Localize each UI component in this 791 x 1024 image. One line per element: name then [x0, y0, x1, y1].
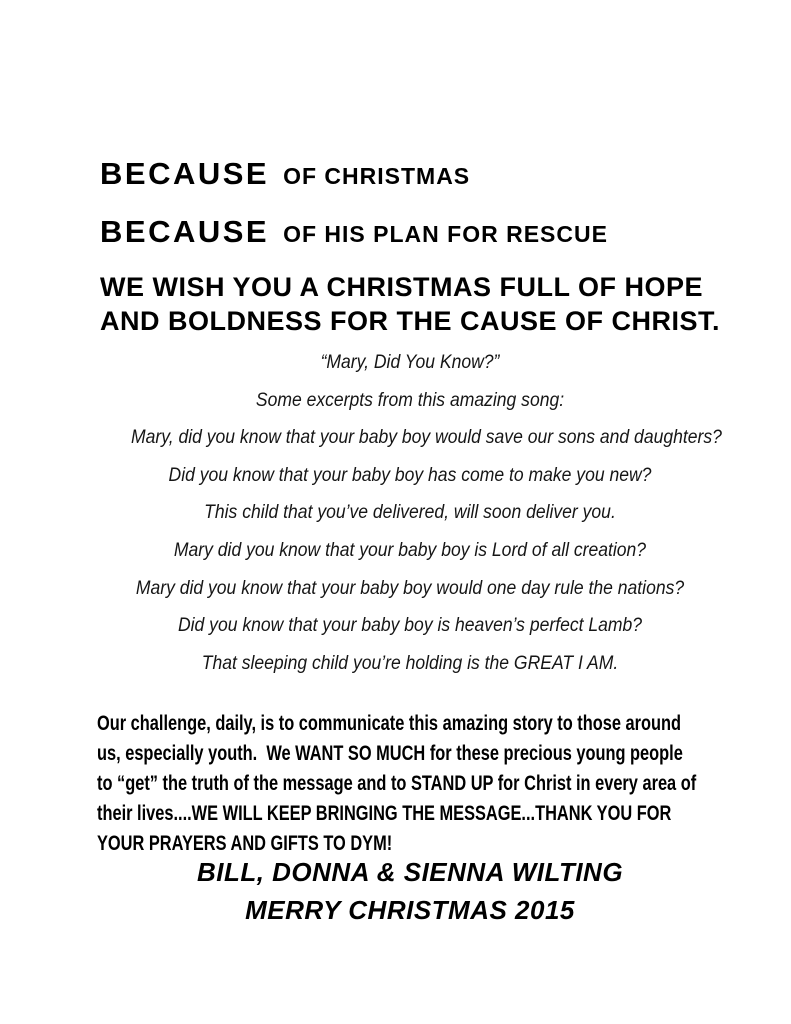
heading-emphasis: BECAUSE [100, 214, 270, 249]
song-line: Did you know that your baby boy is heaven’s perfect Lamb? [177, 614, 643, 637]
song-line: That sleeping child you’re holding is the GREAT I AM. [201, 651, 619, 674]
signature-greeting: MERRY CHRISTMAS 2015 [245, 895, 575, 925]
song-line: This child that you’ve delivered, will soon deliver you. [204, 501, 616, 524]
song-line: Mary, did you know that your baby boy would save our sons and daughters? [131, 426, 722, 449]
heading-wish [100, 270, 720, 338]
song-line: Mary did you know that your baby boy is Lord of all creation? [173, 538, 647, 561]
closing-line: their lives....WE WILL KEEP BRINGING THE MESSAGE...THANK YOU FOR [97, 802, 672, 825]
heading-wish-line-1: WE WISH YOU A CHRISTMAS FULL OF HOPE [100, 272, 704, 302]
signature-names: BILL, DONNA & SIENNA WILTING [196, 857, 624, 887]
song-intro: Some excerpts from this amazing song: [255, 388, 565, 411]
closing-line: to “get” the truth of the message and to STAND UP for Christ in every area of [97, 772, 697, 795]
song-excerpts-section [100, 344, 720, 682]
song-title: “Mary, Did You Know?” [320, 351, 500, 373]
closing-line: YOUR PRAYERS AND GIFTS TO DYM! [97, 832, 393, 855]
closing-line: us, especially youth. We WANT SO MUCH for these precious young people [97, 742, 683, 765]
heading-emphasis: BECAUSE [100, 156, 270, 191]
song-line: Mary did you know that your baby boy would one day rule the nations? [135, 576, 685, 599]
heading-because-of-christmas [100, 158, 470, 189]
signature-section [100, 853, 720, 929]
heading-wish-line-2: AND BOLDNESS FOR THE CAUSE OF CHRIST. [100, 306, 721, 336]
song-line: Did you know that your baby boy has come to make you new? [168, 463, 652, 486]
closing-line: Our challenge, daily, is to communicate this amazing story to those around [97, 712, 682, 735]
closing-paragraph [97, 709, 791, 859]
heading-because-of-his-plan [100, 216, 608, 247]
heading-rest: OF HIS PLAN FOR RESCUE [283, 221, 608, 247]
heading-rest: OF CHRISTMAS [283, 163, 471, 189]
